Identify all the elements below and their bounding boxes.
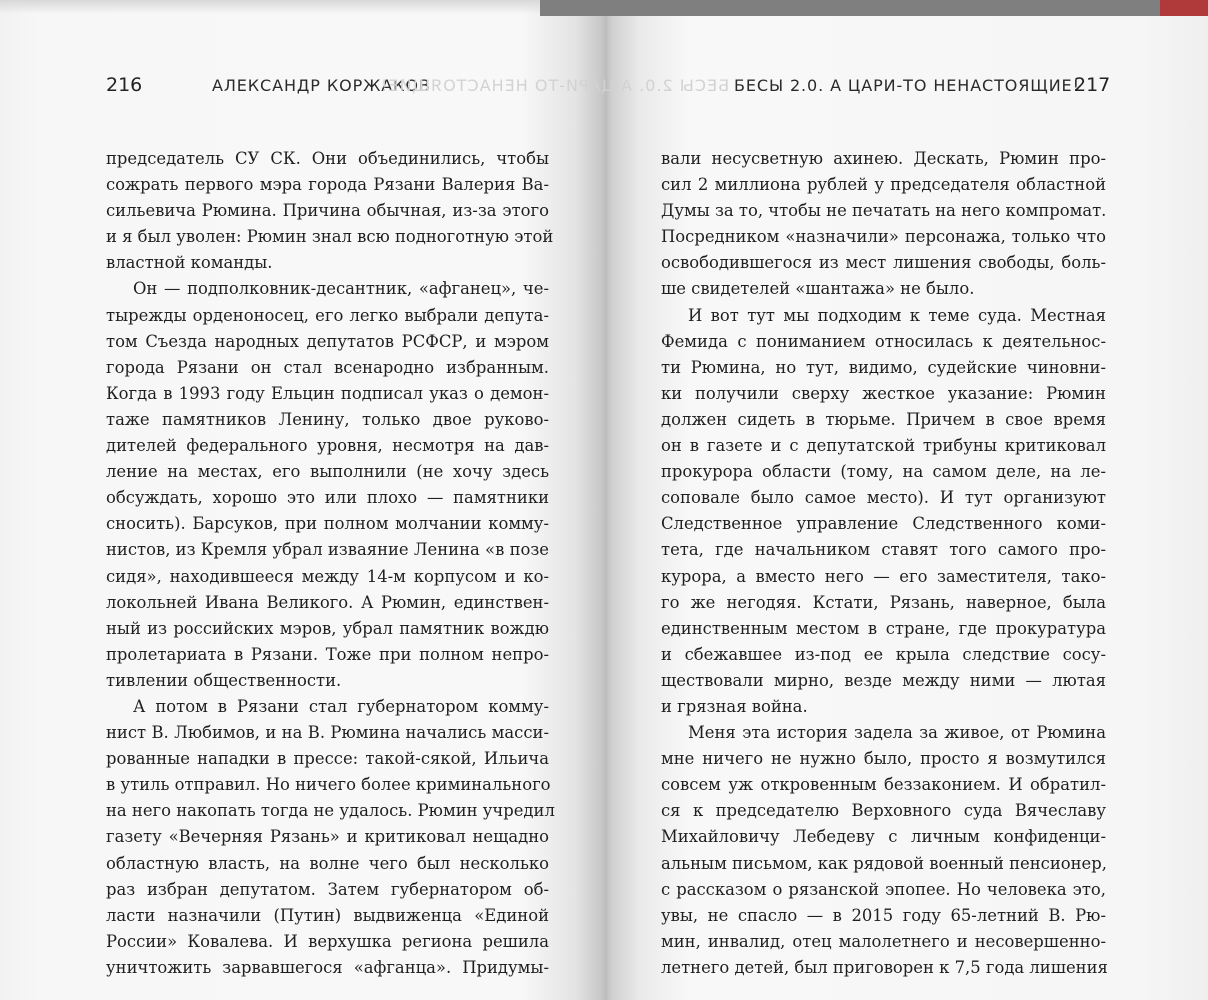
left-running-head: АЛЕКСАНДР КОРЖАКОВ [212,76,431,95]
text-line: Следственное управление Следственного коми- [661,514,1106,534]
text-line: локольней Ивана Великого. А Рюмин, единствен- [106,592,549,612]
text-line: раз избран депутатом. Затем губернатором об- [106,879,549,899]
text-line: председатель СУ СК. Они объединились, чтобы [106,149,549,168]
text-line: том Съезда народных депутатов РСФСР, и мэром [106,331,549,351]
text-line: увы, не спасло — в 2015 году 65-летний В. Рю- [661,905,1106,925]
right-page [630,60,1208,977]
text-line: ласти назначили (Путин) выдвиженца «Единой [106,905,549,925]
right-running-head: БЕСЫ 2.0. А ЦАРИ-ТО НЕНАСТОЯЩИЕ! [734,76,1080,95]
text-line: вали несусветную ахинею. Дескать, Рюмин про- [661,149,1106,168]
text-line: областную власть, на волне чего был несколько [106,853,549,873]
text-line: освободившегося из мест лишения свободы, боль- [661,253,1106,273]
text-line: и сбежавшее из-под ее крыла следствие сосу- [661,644,1106,664]
text-line: сильевича Рюмина. Причина обычная, из-за этого [106,201,549,221]
text-line: тырежды орденоносец, его легко выбрали депута- [106,305,549,325]
background-red-strip [1160,0,1208,16]
text-line: ществовали мирно, везде между ними — лютая [661,670,1106,690]
text-line: Он — подполковник-десантник, «афганец», че- [133,279,549,299]
text-line: Думы за то, чтобы не печатать на него компромат. [661,201,1107,221]
left-bleed-through: БЕСЫ 2.0. А ЦАРИ-ТО НЕНАСТОЯЩИЕ! [380,76,730,95]
text-line: нист В. Любимов, и на В. Рюмина начались масси- [106,723,549,743]
right-page-number: 217 [1074,74,1111,96]
text-line: Посредником «назначили» персонажа, только что [661,227,1106,247]
text-line: сносить). Барсуков, при полном молчании комму- [106,514,549,534]
text-line: тивлении общественности. [106,670,342,690]
text-line: го же негодяя. Кстати, Рязань, наверное, была [661,592,1106,612]
right-body-text [661,146,1106,981]
text-line: дителей федерального уровня, несмотря на дав- [106,436,549,456]
text-line: ный из российских мэров, убрал памятник вождю [106,618,549,638]
text-line: тета, где начальником ставят того самого про- [661,540,1106,560]
text-line: он в газете и с депутатской трибуны критиковал [661,436,1106,456]
left-page-number: 216 [106,74,143,96]
text-line: города Рязани он стал всенародно избранным. [106,357,549,377]
text-line: таже памятников Ленину, только двое руково- [106,409,549,429]
text-line: И вот тут мы подходим к теме суда. Местная [688,305,1106,325]
text-line: курора, а вместо него — его заместителя, тако- [661,566,1106,586]
text-line: с рассказом о рязанской эпопее. Но человека это, [661,879,1106,899]
text-line: нистов, из Кремля убрал изваяние Ленина «в позе [106,540,549,560]
text-line: совсем уж откровенным беззаконием. И обратил- [661,775,1106,795]
background-strip [540,0,1208,16]
text-line: ше свидетелей «шантажа» не было. [661,279,975,299]
text-line: рованные нападки в прессе: такой-сякой, Ильича [106,749,549,769]
text-line: сидя», находившееся между 14-м корпусом и ко- [106,566,549,586]
text-line: А потом в Рязани стал губернатором комму- [133,696,549,716]
text-line: должен сидеть в тюрьме. Причем в свое время [661,409,1106,429]
page-top-shadow [0,0,540,14]
text-line: Когда в 1993 году Ельцин подписал указ о демон- [106,383,549,403]
text-line: прокурора области (тому, на самом деле, на ле- [661,462,1106,482]
text-line: и грязная война. [661,696,808,716]
text-line: ление на местах, его выполнили (не хочу здесь [106,462,549,482]
text-line: Михайловичу Лебедеву с личным конфиденци- [661,827,1106,847]
text-line: ти Рюмина, но тут, видимо, судейские чиновни- [661,357,1106,377]
text-line: властной команды. [106,253,273,273]
text-line: Меня эта история задела за живое, от Рюмина [688,723,1106,743]
left-page [0,60,730,977]
text-line: ся к председателю Верховного суда Вячеславу [661,801,1106,821]
text-line: на него накопать тогда не удалось. Рюмин учредил [106,801,555,821]
text-line: и я был уволен: Рюмин знал всю подноготную этой [106,227,554,247]
text-line: сожрать первого мэра города Рязани Валерия Ва- [106,175,549,195]
text-line: мин, инвалид, отец малолетнего и несовершенно- [661,931,1106,951]
text-line: мне ничего не нужно было, просто я возмутился [661,749,1106,769]
text-line: ки получили сверху жесткое указание: Рюмин [661,383,1106,403]
left-body-text [106,146,555,981]
text-line: соповале было самое место). И тут организуют [661,488,1106,508]
text-line: сил 2 миллиона рублей у председателя областной [661,175,1106,195]
text-line: уничтожить зарвавшегося «афганца». Придумы- [106,957,549,977]
text-line: единственным местом в стране, где прокуратура [661,618,1106,638]
text-line: Фемида с пониманием относилась к деятельнос- [661,331,1106,351]
text-line: газету «Вечерняя Рязань» и критиковал нещадно [106,827,549,847]
text-line: альным письмом, как рядовой военный пенсионер, [661,853,1107,873]
text-line: России» Ковалева. И верхушка региона решила [106,931,549,951]
text-line: обсуждать, хорошо это или плохо — памятники [106,488,549,508]
text-line: в утиль отправил. Но ничего более криминального [106,775,551,795]
text-line: пролетариата в Рязани. Тоже при полном непро- [106,644,549,664]
text-line: летнего детей, был приговорен к 7,5 года лишения [661,957,1108,977]
